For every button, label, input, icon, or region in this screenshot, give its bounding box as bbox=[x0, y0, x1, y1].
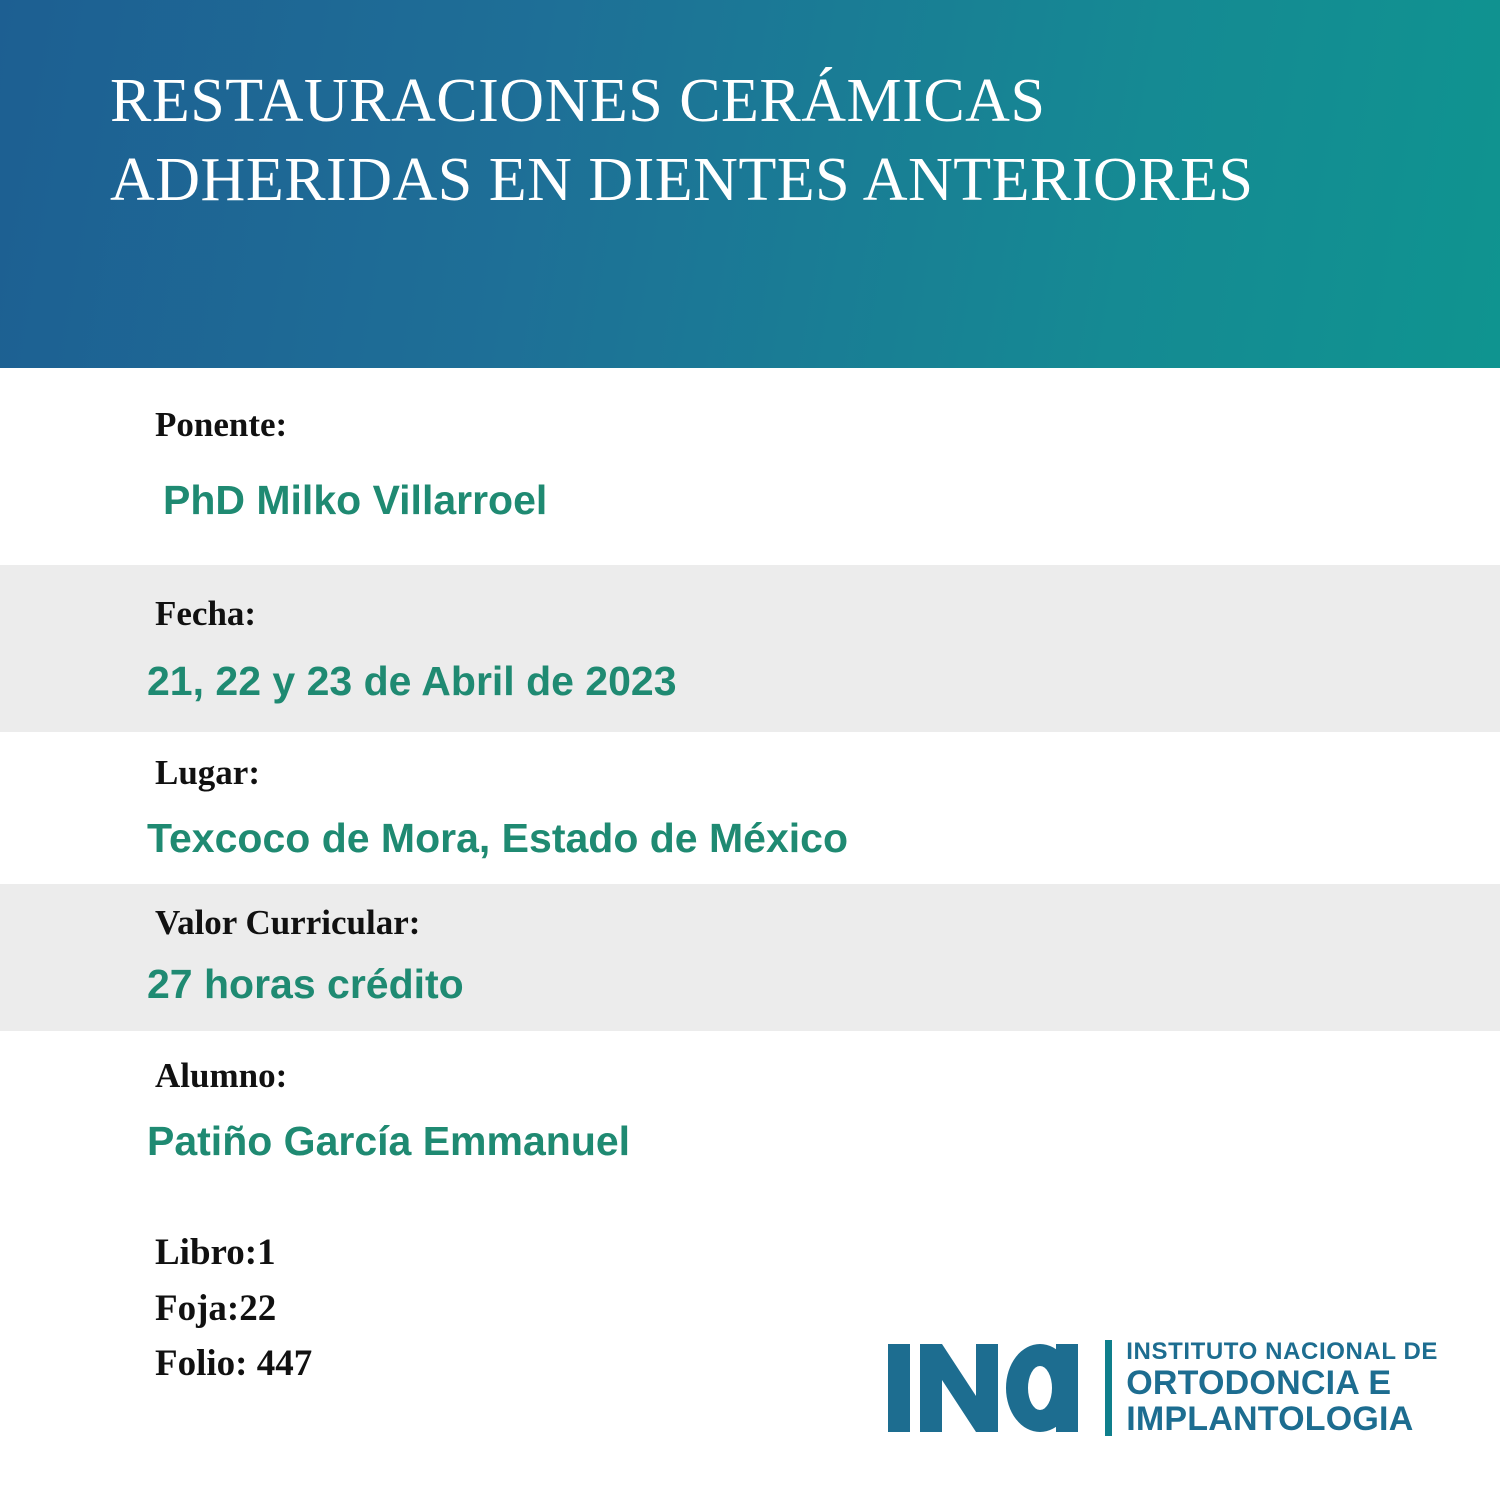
lugar-value: Texcoco de Mora, Estado de México bbox=[147, 815, 848, 862]
fecha-label: Fecha: bbox=[155, 594, 257, 634]
field-row-lugar bbox=[0, 732, 1500, 883]
header-banner bbox=[0, 0, 1500, 368]
page-title: RESTAURACIONES CERÁMICAS ADHERIDAS EN DIENTES ANTERIORES bbox=[110, 67, 1254, 215]
logo-line-1: INSTITUTO NACIONAL DE bbox=[1126, 1337, 1438, 1365]
ponente-value: PhD Milko Villarroel bbox=[163, 477, 548, 523]
alumno-label: Alumno: bbox=[155, 1055, 288, 1095]
details-list bbox=[0, 368, 1500, 1190]
field-row-valor-curricular bbox=[0, 884, 1500, 1031]
logo-line-3: IMPLANTOLOGIA bbox=[1126, 1400, 1414, 1439]
logo-wordmark bbox=[1126, 1339, 1438, 1438]
registry-folio: Folio: 447 bbox=[155, 1343, 313, 1384]
inoi-monogram-icon bbox=[886, 1338, 1101, 1438]
valor-curricular-label: Valor Curricular: bbox=[155, 902, 421, 942]
fecha-value: 21, 22 y 23 de Abril de 2023 bbox=[147, 658, 677, 705]
registry-libro: Libro:1 bbox=[155, 1232, 276, 1273]
ponente-label: Ponente: bbox=[155, 405, 288, 444]
field-row-fecha bbox=[0, 565, 1500, 732]
registry-block bbox=[155, 1225, 312, 1392]
inoi-logo bbox=[886, 1338, 1438, 1438]
registry-foja: Foja:22 bbox=[155, 1287, 277, 1329]
valor-curricular-value: 27 horas crédito bbox=[147, 960, 464, 1007]
alumno-value: Patiño García Emmanuel bbox=[147, 1117, 631, 1164]
field-row-alumno bbox=[0, 1031, 1500, 1190]
lugar-label: Lugar: bbox=[155, 753, 260, 793]
logo-divider bbox=[1105, 1340, 1112, 1436]
logo-line-2: ORTODONCIA E bbox=[1126, 1364, 1392, 1403]
field-row-ponente bbox=[0, 368, 1500, 565]
